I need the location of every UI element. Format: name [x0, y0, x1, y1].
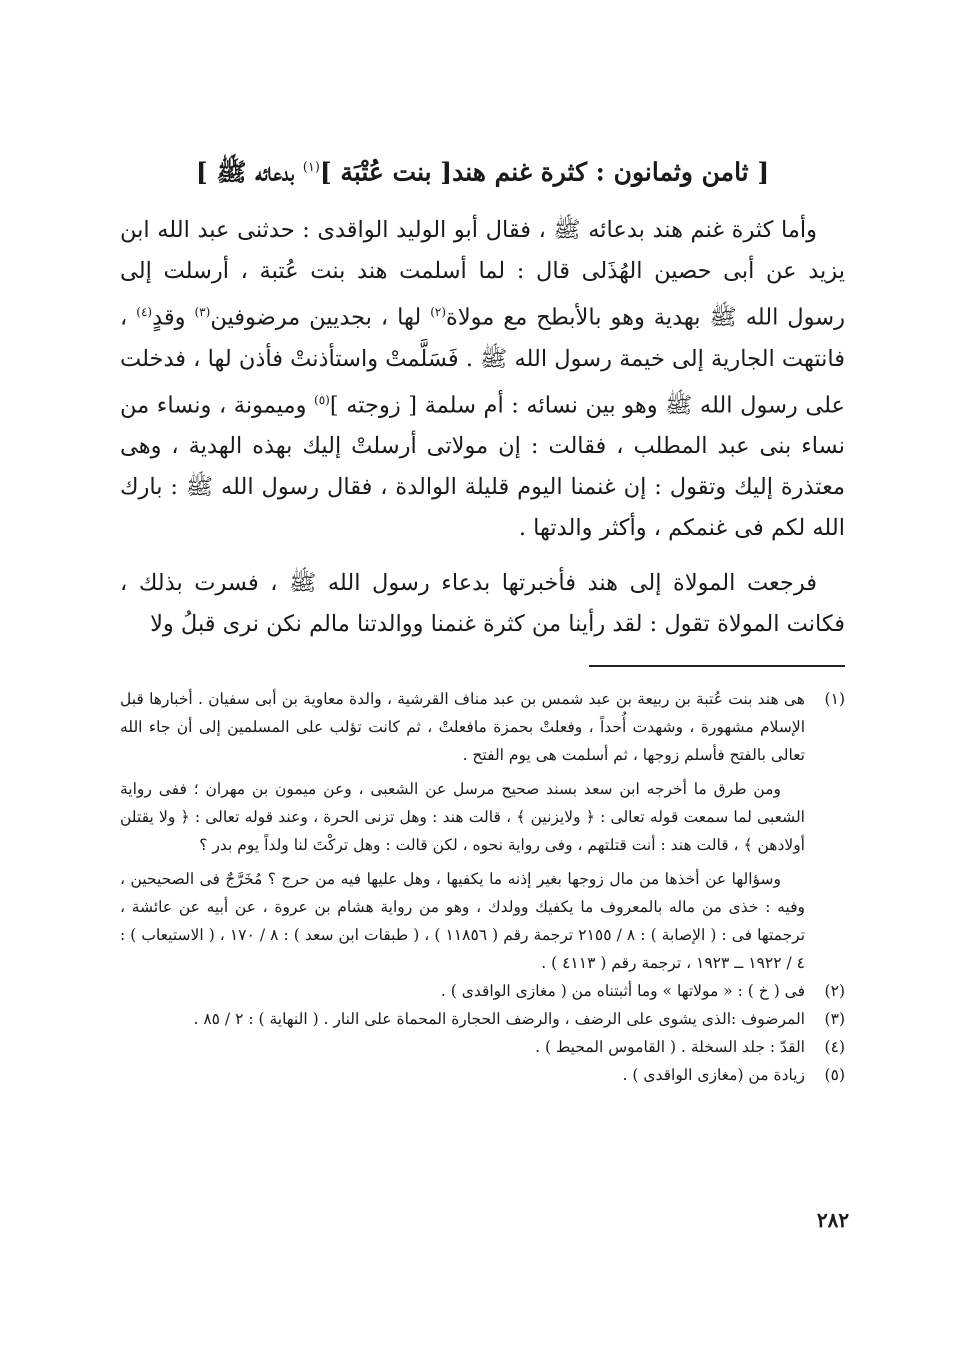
footnote	[120, 977, 845, 1005]
paragraph-text: وميمونة ، ونساء من نساء بنى عبد المطلب ، فقالت : إن مولاتى أرسلتْ إليك بهذه الهدية ، وهى معتذرة إليك وتقول : إن غنمنا اليوم قليلة الوالدة ، فقال رسول الله ﷺ : بارك الله لكم فى غنمكم ، وأكثر والدتها .	[120, 392, 845, 542]
title-footnote-ref: (١)	[302, 160, 320, 175]
footnotes	[120, 685, 845, 1089]
footnote-ref: (٤)	[136, 305, 153, 320]
paragraph-text: ، فانتهت الجارية إلى خيمة رسول الله ﷺ . فَسَلَّمتْ واستأذنتْ فأذن لها ، فدخلت على رسول الله ﷺ وهو بين نسائه : أم سلمة [ زوجته ]	[120, 304, 845, 419]
footnote-paragraph: وسؤالها عن أخذها من مال زوجها بغير إذنه ما يكفيها ، وهل عليها فيه من حرج ؟ مُخَرَّجٌ فى الصحيحين ، وفيه : خذى من ماله بالمعروف ما يكفيك وولدك ، وهو من رواية هشام بن عروة ، عن أبيه عن عائشة ، ترجمتها فى : ( الإصابة ) : ٨ / ٢١٥٥ ترجمة رقم ( ١١٨٥٦ ) ، ( طبقات ابن سعد ) : ٨ / ١٧٠ ، ( الاستيعاب ) : ٤ / ١٩٢٢ ــ ١٩٢٣ ، ترجمة رقم ( ٤١١٣ ) .	[120, 870, 806, 973]
footnote-number: (٢)	[824, 982, 845, 1001]
footnote-ref: (٥)	[314, 392, 330, 407]
footnote-paragraph: ومن طرق ما أخرجه ابن سعد بسند صحيح مرسل عن الشعبى ، وعن ميمون بن مهران ؛ ففى رواية الشعبى لما سمعت قوله تعالى : ﴿ ولايزنين ﴾ ، قالت هند : وهل تزنى الحرة ، وعند قوله تعالى : ﴿ ولا يقتلن أولادهن ﴾ ، قالت هند : أنت قتلتهم ، وفى رواية نحوه ، لكن قالت : وهل تركْتَ لنا ولداً يوم بدر ؟	[120, 780, 805, 855]
footnote-number: (١)	[824, 690, 845, 709]
body-paragraph	[120, 563, 845, 645]
paragraph-text: لها ، بجديين مرضوفين	[210, 304, 431, 331]
section-title	[120, 150, 845, 190]
paragraph-text: فرجعت المولاة إلى هند فأخبرتها بدعاء رسول الله ﷺ ، فسرت بذلك ، فكانت المولاة تقول : لقد رأينا من كثرة غنمنا ووالدتنا مالم نكن نرى قبلُ ولا	[120, 570, 845, 638]
paragraph-text: وقدٍ	[152, 304, 195, 331]
footnote	[120, 685, 845, 977]
footnote-separator-wrap	[120, 645, 845, 685]
footnote-number: (٤)	[824, 1038, 845, 1057]
footnote-ref: (٢)	[430, 305, 447, 320]
footnote-body	[120, 1033, 805, 1061]
body-paragraph	[120, 210, 845, 549]
page-content	[120, 150, 845, 1089]
body-text	[120, 210, 845, 645]
footnote-paragraph: زيادة من (مغازى الواقدى ) .	[622, 1066, 805, 1085]
title-suffix: بدعائه ﷺ ]	[195, 157, 303, 187]
footnote-separator	[589, 665, 845, 667]
footnote-paragraph: القدّ : جلد السخلة . ( القاموس المحيط ) .	[535, 1038, 805, 1057]
footnote	[120, 1033, 845, 1061]
footnote-body	[120, 685, 805, 977]
footnote-number: (٥)	[824, 1066, 845, 1085]
footnote-paragraph: المرضوف :الذى يشوى على الرضف ، والرضف الحجارة المحماة على النار . ( النهاية ) : ٢ / ٨٥ .	[193, 1010, 805, 1029]
footnote	[120, 1005, 845, 1033]
footnote	[120, 1061, 845, 1089]
paragraph-text: وأما كثرة غنم هند بدعائه ﷺ ، فقال أبو الوليد الواقدى : حدثنى عبد الله ابن يزيد عن أبى حصين الهُذَلى قال : لما أسلمت هند بنت عُتبة ، أرسلت إلى رسول الله ﷺ بهدية وهو بالأبطح مع مولاة	[120, 217, 845, 331]
footnote-ref: (٣)	[194, 305, 211, 320]
page-number: ٢٨٢	[816, 1208, 850, 1232]
footnote-body	[120, 1061, 805, 1089]
footnote-number: (٣)	[824, 1010, 845, 1029]
footnote-body	[120, 977, 805, 1005]
title-prefix: [ ثامن وثمانون : كثرة غنم هند[ بنت عُتْبَة ]	[319, 157, 770, 187]
footnote-paragraph: فى ( خ ) : « مولاتها » وما أثبتناه من ( مغازى الواقدى ) .	[440, 982, 805, 1001]
footnote-body	[120, 1005, 805, 1033]
footnote-paragraph: هى هند بنت عُتبة بن ربيعة بن عبد شمس بن عبد مناف القرشية ، والدة معاوية بن أبى سفيان . أخبارها قبل الإسلام مشهورة ، وشهدت أُحداً ، وفعلتْ بحمزة مافعلتْ ، ثم كانت تؤلب على المسلمين إلى أن جاء الله تعالى بالفتح فأسلم زوجها ، ثم أسلمت هى يوم الفتح .	[120, 690, 805, 765]
